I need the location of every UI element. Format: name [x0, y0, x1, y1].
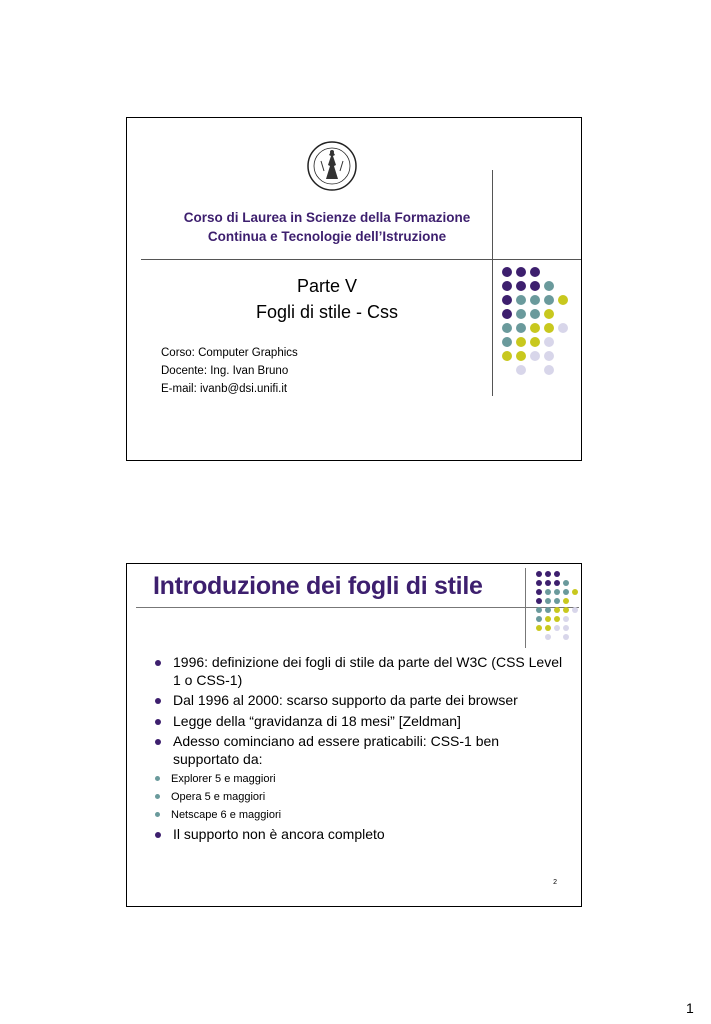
list-item: Legge della “gravidanza di 18 mesi” [Zeldman]: [155, 713, 565, 731]
slide-title: Introduzione dei fogli di stile: [153, 572, 483, 600]
decorative-dots-icon: [499, 262, 579, 382]
list-item: Dal 1996 al 2000: scarso supporto da parte dei browser: [155, 692, 565, 710]
list-item: Il supporto non è ancora completo: [155, 826, 565, 844]
slide-2: [126, 563, 582, 907]
sub-list-item: Netscape 6 e maggiori: [155, 807, 565, 824]
bullet-list: [155, 654, 565, 847]
university-seal-icon: [307, 141, 357, 191]
sub-list-container: [155, 771, 565, 824]
slide-page-number: 2: [553, 879, 557, 886]
sub-list-item: Opera 5 e maggiori: [155, 789, 565, 806]
lecture-heading: [127, 273, 527, 325]
horizontal-divider: [141, 259, 581, 260]
sheet-page-number: 1: [686, 1000, 694, 1016]
course-name: Corso: Computer Graphics: [161, 347, 298, 359]
teacher-name: Docente: Ing. Ivan Bruno: [161, 365, 289, 377]
sub-bullet-list: [155, 771, 565, 824]
course-title-line-1: Corso di Laurea in Scienze della Formazione: [183, 210, 471, 225]
horizontal-divider: [136, 607, 579, 608]
list-item: Adesso cominciano ad essere praticabili: CSS-1 ben supportato da:: [155, 733, 565, 768]
topic-label: Fogli di stile - Css: [255, 302, 399, 322]
list-item: 1996: definizione dei fogli di stile da parte del W3C (CSS Level 1 o CSS-1): [155, 654, 565, 689]
sub-list-item: Explorer 5 e maggiori: [155, 771, 565, 788]
decorative-dots-icon: [531, 568, 579, 640]
part-label: Parte V: [296, 276, 358, 296]
course-title: [127, 208, 527, 246]
course-info: [161, 344, 298, 398]
email: E-mail: ivanb@dsi.unifi.it: [161, 383, 288, 395]
course-title-line-2: Continua e Tecnologie dell’Istruzione: [207, 229, 447, 244]
vertical-divider: [525, 568, 526, 648]
slide-1: [126, 117, 582, 461]
